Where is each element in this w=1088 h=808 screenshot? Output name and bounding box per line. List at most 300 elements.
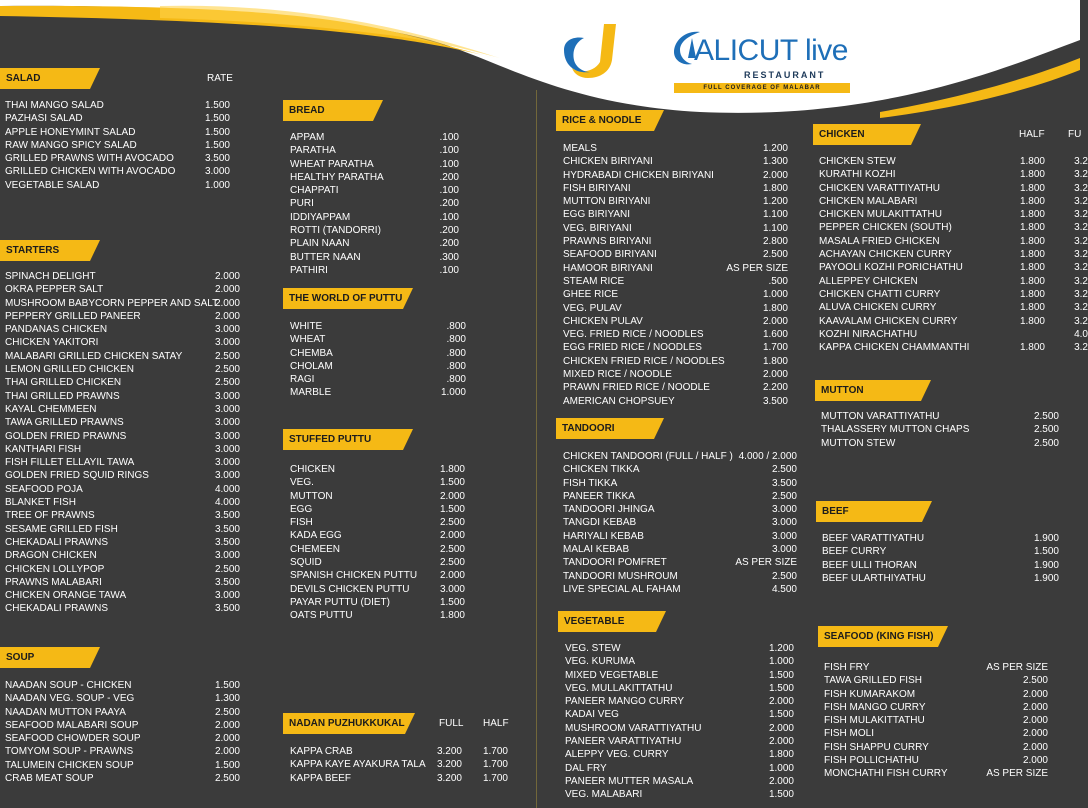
item-name: MARBLE — [290, 387, 332, 399]
item-name: WHEAT — [290, 334, 326, 346]
stuffed-puttu-section — [283, 429, 463, 623]
item-name: FISH TIKKA — [563, 477, 618, 489]
item-name: KAPPA CHICKEN CHAMMANTHI — [819, 342, 970, 354]
item-half-price: 1.800 — [1019, 315, 1045, 327]
item-price: 2.000 — [1022, 688, 1048, 700]
seafood-item — [818, 727, 1050, 740]
starters-section — [0, 240, 240, 616]
item-name: RAW MANGO SPICY SALAD — [5, 139, 137, 151]
soup-item — [0, 692, 240, 705]
item-name: THAI GRILLED PRAWNS — [5, 390, 120, 402]
item-name: FISH MOLI — [824, 728, 875, 740]
item-name: BEEF ULLI THORAN — [822, 559, 917, 571]
item-name: FISH BIRIYANI — [563, 182, 631, 194]
item-name: LIVE SPECIAL AL FAHAM — [563, 583, 681, 595]
item-price: 2.500 — [1033, 424, 1059, 436]
item-name: MIXED VEGETABLE — [565, 669, 659, 681]
stuffed-puttu-item — [283, 543, 463, 556]
vegetable-item — [558, 682, 796, 695]
soup-item — [0, 759, 240, 772]
vegetable-item — [558, 695, 796, 708]
item-name: PEPPERY GRILLED PANEER — [5, 310, 141, 322]
item-name: KAYAL CHEMMEEN — [5, 403, 97, 415]
item-name: SEAFOOD BIRIYANI — [563, 249, 657, 261]
item-name: HAMOOR BIRIYANI — [563, 262, 653, 274]
rice-item — [556, 315, 798, 328]
rate-header: RATE — [207, 73, 233, 84]
item-price: 1.700 — [762, 342, 788, 354]
item-price: 3.000 — [214, 430, 240, 442]
item-price: 1.200 — [768, 643, 794, 654]
beef-item — [816, 545, 1060, 558]
rice-item — [556, 275, 798, 288]
item-half-price: 1.800 — [1019, 222, 1045, 234]
salad-item — [0, 179, 240, 192]
bread-item — [283, 251, 463, 264]
brand-subtitle: RESTAURANT — [744, 70, 826, 80]
chicken-item — [813, 168, 1088, 181]
vegetable-item — [558, 655, 796, 668]
item-price: 1.800 — [762, 355, 788, 367]
item-name: CHEKADALI PRAWNS — [5, 603, 108, 615]
salad-item — [0, 99, 240, 112]
beef-item — [816, 532, 1060, 545]
item-price: 3.000 — [771, 530, 797, 542]
item-price: 1.300 — [762, 156, 788, 168]
item-half-price: 1.800 — [1019, 262, 1045, 274]
item-name: PAYOOLI KOZHI PORICHATHU — [819, 262, 963, 274]
item-name: ALEPPY VEG. CURRY — [565, 749, 669, 761]
item-name: PRAWN FRIED RICE / NOODLE — [563, 382, 710, 394]
item-name: SEAFOOD MALABARI SOUP — [5, 719, 139, 731]
starters-header: STARTERS — [0, 240, 90, 261]
bread-header: BREAD — [283, 100, 373, 121]
tandoori-item — [556, 450, 798, 463]
item-name: VEG. PULAV — [563, 302, 622, 314]
item-name: IDDIYAPPAM — [290, 211, 351, 223]
stuffed-puttu-item — [283, 529, 463, 542]
salad-list — [0, 99, 240, 192]
item-name: FISH FRY — [824, 662, 870, 673]
item-price: AS PER SIZE — [726, 262, 788, 274]
bread-item — [283, 224, 463, 237]
chicken-item — [813, 155, 1088, 168]
item-name: FISH POLLICHATHU — [824, 755, 919, 767]
item-price: 3.000 — [214, 324, 240, 336]
salad-header: SALAD — [0, 68, 90, 89]
item-name: THAI GRILLED CHICKEN — [5, 377, 122, 389]
rice-item — [556, 169, 798, 182]
item-name: GOLDEN FRIED PRAWNS — [5, 430, 127, 442]
soup-header: SOUP — [0, 647, 90, 668]
starters-item — [0, 390, 240, 403]
soup-item — [0, 719, 240, 732]
stuffed-puttu-item — [283, 583, 463, 596]
item-name: PAYAR PUTTU (DIET) — [290, 596, 390, 608]
item-name: FISH MANGO CURRY — [824, 701, 926, 713]
seafood-item — [818, 754, 1050, 767]
item-name: CHICKEN MULAKITTATHU — [819, 209, 942, 221]
seafood-header: SEAFOOD (KING FISH) — [818, 626, 938, 647]
mutton-item — [815, 437, 1061, 450]
puttu-section — [283, 288, 466, 400]
item-name: TANGDI KEBAB — [563, 517, 637, 529]
item-price: 4.500 — [771, 583, 797, 595]
item-name: PATHIRI — [290, 264, 328, 276]
item-full-price: 3.2 — [1074, 182, 1088, 194]
item-price: 2.500 — [771, 570, 797, 582]
seafood-item — [818, 661, 1050, 674]
stuffed-puttu-item — [283, 569, 463, 582]
mutton-item — [815, 423, 1061, 436]
starters-item — [0, 536, 240, 549]
item-price: 1.800 — [762, 182, 788, 194]
rice-item — [556, 155, 798, 168]
item-price: .100 — [439, 185, 459, 197]
item-price: 2.500 — [214, 706, 240, 718]
item-name: WHITE — [290, 321, 323, 332]
item-name: STEAM RICE — [563, 275, 625, 287]
chicken-list — [813, 155, 1088, 354]
mutton-list — [815, 410, 1061, 450]
tandoori-item — [556, 530, 798, 543]
chicken-full-header: FU — [1068, 129, 1082, 140]
item-half-price: 1.800 — [1019, 195, 1045, 207]
bread-item — [283, 211, 463, 224]
tandoori-section — [556, 418, 798, 596]
salad-item — [0, 112, 240, 125]
item-name: BEEF CURRY — [822, 546, 887, 558]
item-name: EGG FRIED RICE / NOODLES — [563, 342, 702, 354]
item-name: BEEF ULARTHIYATHU — [822, 572, 926, 584]
item-price: 1.900 — [1033, 533, 1059, 544]
starters-item — [0, 283, 240, 296]
item-price: AS PER SIZE — [986, 662, 1048, 673]
item-price: 2.500 — [214, 773, 240, 785]
item-name: CHICKEN ORANGE TAWA — [5, 590, 127, 602]
item-half-price: 1.800 — [1019, 302, 1045, 314]
starters-item — [0, 403, 240, 416]
seafood-section — [818, 626, 1050, 781]
item-price: 3.000 — [771, 517, 797, 529]
item-price: .800 — [446, 374, 466, 386]
chicken-item — [813, 341, 1088, 354]
soup-item — [0, 732, 240, 745]
item-price: 1.200 — [762, 143, 788, 154]
item-name: TANDOORI MUSHROUM — [563, 570, 678, 582]
tandoori-item — [556, 556, 798, 569]
nadan-list — [283, 745, 513, 785]
item-price: 2.500 — [1033, 411, 1059, 422]
item-name: CHICKEN LOLLYPOP — [5, 563, 105, 575]
item-name: VEG. MULLAKITTATHU — [565, 682, 673, 694]
item-name: MUSHROOM BABYCORN PEPPER AND SALT — [5, 297, 219, 309]
tandoori-item — [556, 463, 798, 476]
item-price: .800 — [446, 334, 466, 346]
item-price: 3.000 — [204, 166, 230, 178]
item-price: 2.000 — [439, 490, 465, 502]
seafood-item — [818, 688, 1050, 701]
item-name: CHICKEN TIKKA — [563, 464, 640, 476]
vegetable-item — [558, 748, 796, 761]
item-name: ALLEPPEY CHICKEN — [819, 275, 918, 287]
item-price: 1.500 — [204, 100, 230, 111]
item-name: MUTTON STEW — [821, 437, 896, 449]
rice-section — [556, 110, 798, 408]
starters-item — [0, 469, 240, 482]
tandoori-item — [556, 543, 798, 556]
item-price: 1.000 — [768, 656, 794, 668]
item-price: .100 — [439, 211, 459, 223]
item-name: PRAWNS MALABARI — [5, 576, 102, 588]
item-name: PRAWNS BIRIYANI — [563, 236, 652, 248]
item-name: CHEMEEN — [290, 543, 341, 555]
vegetable-item — [558, 775, 796, 788]
item-price: 2.200 — [762, 382, 788, 394]
item-price: AS PER SIZE — [735, 557, 797, 569]
bread-list — [283, 131, 463, 277]
item-name: DEVILS CHICKEN PUTTU — [290, 583, 410, 595]
brand-tagline: FULL COVERAGE OF MALABAR — [674, 83, 850, 93]
item-name: KADA EGG — [290, 530, 342, 542]
item-price: .800 — [446, 321, 466, 332]
item-price: 1.000 — [440, 387, 466, 399]
item-price: 3.500 — [204, 153, 230, 165]
item-price: 1.600 — [762, 329, 788, 341]
item-full-price: 3.2 — [1074, 235, 1088, 247]
item-price: 1.500 — [439, 503, 465, 515]
vegetable-item — [558, 669, 796, 682]
starters-item — [0, 602, 240, 615]
rice-header: RICE & NOODLE — [556, 110, 654, 131]
starters-item — [0, 336, 240, 349]
item-price: 1.500 — [768, 669, 794, 681]
mutton-section — [815, 380, 1061, 450]
item-price: .100 — [439, 145, 459, 157]
item-name: MUSHROOM VARATTIYATHU — [565, 722, 702, 734]
item-name: MONCHATHI FISH CURRY — [824, 768, 948, 780]
rice-item — [556, 195, 798, 208]
rice-item — [556, 328, 798, 341]
item-name: GRILLED CHICKEN WITH AVOCADO — [5, 166, 176, 178]
item-full-price: 3.2 — [1074, 169, 1088, 181]
item-name: APPAM — [290, 132, 325, 143]
soup-item — [0, 772, 240, 785]
item-price: 3.500 — [214, 576, 240, 588]
item-price: 1.100 — [762, 209, 788, 221]
item-price: AS PER SIZE — [986, 768, 1048, 780]
chicken-header: CHICKEN — [813, 124, 911, 145]
vegetable-section — [558, 611, 796, 802]
item-price: 2.000 — [214, 271, 240, 282]
item-name: LEMON GRILLED CHICKEN — [5, 364, 134, 376]
item-name: THALASSERY MUTTON CHAPS — [821, 424, 970, 436]
bread-item — [283, 171, 463, 184]
starters-item — [0, 376, 240, 389]
tandoori-item — [556, 583, 798, 596]
item-name: ALUVA CHICKEN CURRY — [819, 302, 937, 314]
item-price: 1.000 — [204, 179, 230, 191]
stuffed-puttu-item — [283, 490, 463, 503]
item-half-price: 1.800 — [1019, 156, 1045, 167]
item-price: 2.500 — [771, 490, 797, 502]
item-name: CHICKEN PULAV — [563, 315, 643, 327]
beef-header: BEEF — [816, 501, 922, 522]
item-price: 4.000 — [214, 483, 240, 495]
rice-item — [556, 368, 798, 381]
item-name: VEGETABLE SALAD — [5, 179, 100, 191]
item-price: 1.800 — [439, 610, 465, 622]
bread-item — [283, 158, 463, 171]
tandoori-item — [556, 490, 798, 503]
item-price: .200 — [439, 225, 459, 237]
rice-item — [556, 341, 798, 354]
rice-item — [556, 248, 798, 261]
item-price: 2.000 — [768, 775, 794, 787]
item-price: 3.500 — [214, 536, 240, 548]
item-name: KAPPA BEEF — [290, 772, 351, 784]
item-price: 2.000 — [214, 297, 240, 309]
rice-item — [556, 302, 798, 315]
seafood-item — [818, 714, 1050, 727]
item-price: 2.000 — [439, 570, 465, 582]
chicken-item — [813, 328, 1088, 341]
item-price: 1.500 — [439, 477, 465, 489]
soup-item — [0, 745, 240, 758]
item-name: GOLDEN FRIED SQUID RINGS — [5, 470, 149, 482]
logo-emblem-icon — [560, 20, 622, 82]
puttu-item — [283, 373, 466, 386]
item-half-price: 1.800 — [1019, 288, 1045, 300]
seafood-list — [818, 661, 1050, 781]
item-name: EGG BIRIYANI — [563, 209, 631, 221]
salad-item — [0, 152, 240, 165]
item-name: PURI — [290, 198, 314, 210]
item-price: 1.100 — [762, 222, 788, 234]
item-price: .100 — [439, 264, 459, 276]
nadan-section — [283, 713, 513, 785]
item-name: TAWA GRILLED PRAWNS — [5, 417, 124, 429]
item-name: VEG. BIRIYANI — [563, 222, 632, 234]
item-full-price: 3.2 — [1074, 342, 1088, 354]
item-name: PANEER MUTTER MASALA — [565, 775, 694, 787]
starters-item — [0, 549, 240, 562]
chicken-item — [813, 275, 1088, 288]
item-name: FISH KUMARAKOM — [824, 688, 916, 700]
item-name: NAADAN MUTTON PAAYA — [5, 706, 126, 718]
soup-item — [0, 679, 240, 692]
puttu-list — [283, 320, 466, 400]
item-name: CHICKEN MALABARI — [819, 195, 918, 207]
item-price: 3.000 — [214, 443, 240, 455]
starters-item — [0, 496, 240, 509]
item-price: 1.500 — [768, 789, 794, 801]
item-name: MEALS — [563, 143, 597, 154]
starters-item — [0, 350, 240, 363]
item-name: RAGI — [290, 374, 315, 386]
item-price: 2.800 — [762, 236, 788, 248]
item-price: 1.800 — [762, 302, 788, 314]
item-name: HARIYALI KEBAB — [563, 530, 644, 542]
starters-item — [0, 297, 240, 310]
tandoori-item — [556, 570, 798, 583]
item-price: 3.500 — [214, 523, 240, 535]
chicken-item — [813, 248, 1088, 261]
item-name: MUTTON BIRIYANI — [563, 196, 651, 208]
item-price: 1.500 — [204, 113, 230, 125]
item-price: 2.500 — [439, 543, 465, 555]
item-name: PANEER VARATTIYATHU — [565, 736, 682, 748]
item-price: 3.000 — [214, 590, 240, 602]
rice-item — [556, 182, 798, 195]
item-name: NAADAN SOUP - CHICKEN — [5, 680, 132, 691]
puttu-item — [283, 347, 466, 360]
chicken-item — [813, 208, 1088, 221]
item-name: VEG. MALABARI — [565, 789, 643, 801]
rice-item — [556, 395, 798, 408]
item-price: 2.500 — [771, 464, 797, 476]
item-name: DRAGON CHICKEN — [5, 550, 97, 562]
vegetable-item — [558, 762, 796, 775]
item-full-price: 3.2 — [1074, 262, 1088, 274]
item-name: CHICKEN TANDOORI (FULL / HALF ) — [563, 451, 733, 462]
item-price: .800 — [446, 360, 466, 372]
rice-item — [556, 235, 798, 248]
bread-item — [283, 184, 463, 197]
chicken-item — [813, 261, 1088, 274]
item-name: WHEAT PARATHA — [290, 158, 374, 170]
starters-item — [0, 509, 240, 522]
item-price: 2.500 — [214, 350, 240, 362]
item-half-price: 1.800 — [1019, 275, 1045, 287]
chicken-item — [813, 182, 1088, 195]
item-name: PANEER TIKKA — [563, 490, 635, 502]
item-name: CHICKEN VARATTIYATHU — [819, 182, 940, 194]
beef-section — [816, 501, 1060, 585]
item-half-price: 1.700 — [482, 759, 508, 771]
rice-item — [556, 262, 798, 275]
item-name: TOMYOM SOUP - PRAWNS — [5, 746, 134, 758]
salad-section — [0, 68, 240, 192]
item-name: CRAB MEAT SOUP — [5, 773, 94, 785]
item-name: SPINACH DELIGHT — [5, 271, 96, 282]
item-name: PLAIN NAAN — [290, 238, 350, 250]
item-full-price: 3.2 — [1074, 288, 1088, 300]
item-name: CHICKEN STEW — [819, 156, 896, 167]
rice-list — [556, 142, 798, 408]
item-name: TANDOORI POMFRET — [563, 557, 667, 569]
stuffed-puttu-item — [283, 556, 463, 569]
item-name: GRILLED PRAWNS WITH AVOCADO — [5, 153, 174, 165]
item-price: .200 — [439, 238, 459, 250]
stuffed-puttu-item — [283, 609, 463, 622]
item-name: PARATHA — [290, 145, 336, 157]
soup-list — [0, 679, 240, 785]
soup-section — [0, 647, 240, 785]
starters-item — [0, 576, 240, 589]
item-price: 2.000 — [214, 310, 240, 322]
item-price: 1.900 — [1033, 559, 1059, 571]
item-half-price: 1.800 — [1019, 182, 1045, 194]
item-name: MASALA FRIED CHICKEN — [819, 235, 940, 247]
starters-item — [0, 416, 240, 429]
item-full-price: 3.200 — [436, 772, 462, 784]
item-price: 2.000 — [1022, 715, 1048, 727]
item-name: CHICKEN — [290, 464, 336, 475]
item-name: OKRA PEPPER SALT — [5, 284, 104, 296]
item-half-price: 1.800 — [1019, 169, 1045, 181]
item-price: 2.000 — [439, 530, 465, 542]
